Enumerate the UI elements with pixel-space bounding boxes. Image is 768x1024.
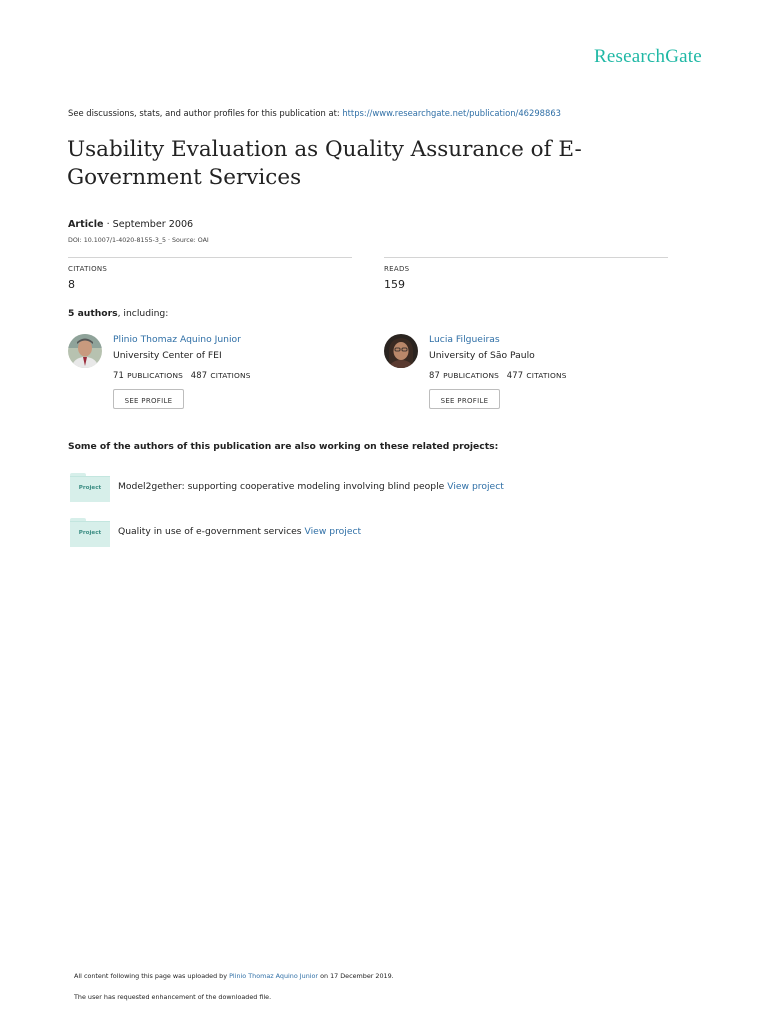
see-discussions-text: See discussions, stats, and author profiles for this publication at: (68, 108, 343, 118)
related-projects-heading: Some of the authors of this publication are also working on these related projects: (68, 441, 499, 452)
researchgate-logo[interactable]: ResearchGate (594, 46, 702, 67)
authors-count: 5 authors (68, 308, 118, 319)
author-1-see-profile-button[interactable]: SEE PROFILE (113, 389, 184, 409)
citations-divider (68, 257, 352, 258)
project-1-title: Model2gether: supporting cooperative modeling involving blind people (118, 481, 448, 492)
project-2-title: Quality in use of e-government services (118, 526, 305, 537)
author-2-stats (429, 370, 567, 380)
citations-label: CITATIONS (68, 265, 108, 273)
authors-suffix: , including: (117, 308, 169, 319)
avatar-author-2-image (384, 334, 418, 368)
enhancement-request-line: The user has requested enhancement of the downloaded file. (74, 993, 272, 1001)
uploaded-by-line (74, 972, 394, 980)
author-1-name-link[interactable]: Plinio Thomaz Aquino Junior (113, 334, 241, 345)
see-discussions-line (68, 108, 561, 118)
author-2-citations-label: CITATIONS (526, 371, 567, 380)
publication-type-line (68, 219, 193, 230)
project-1-row (118, 481, 504, 492)
author-2-citations-count: 477 (506, 370, 524, 380)
author-2-name-link[interactable]: Lucia Filgueiras (429, 334, 500, 345)
project-1-folder-label: Project (78, 485, 102, 491)
author-1-stats (113, 370, 251, 380)
project-2-view-link[interactable]: View project (304, 526, 362, 537)
project-1-folder-icon (70, 473, 110, 501)
publication-title: Usability Evaluation as Quality Assurance of E-Government Services (67, 137, 582, 190)
project-1-view-link[interactable]: View project (447, 481, 504, 492)
uploaded-prefix: All content following this page was uploaded by (74, 972, 230, 980)
uploader-link[interactable]: Plinio Thomaz Aquino Junior (229, 972, 319, 980)
citations-value: 8 (68, 278, 75, 291)
publication-type: Article (68, 219, 104, 230)
doi-line: DOI: 10.1007/1-4020-8155-3_5 · Source: OAI (68, 237, 209, 244)
project-2-row (118, 526, 361, 537)
author-1-institution: University Center of FEI (113, 350, 222, 361)
author-1-citations-label: CITATIONS (210, 371, 251, 380)
authors-heading (68, 308, 168, 319)
author-2-see-profile-button[interactable]: SEE PROFILE (429, 389, 500, 409)
uploaded-suffix: on 17 December 2019. (318, 972, 394, 980)
avatar-author-1-image (68, 334, 102, 368)
project-2-folder-icon (70, 518, 110, 546)
publication-url-link[interactable]: https://www.researchgate.net/publication/46298863 (342, 108, 561, 118)
author-2-publications-count: 87 (429, 370, 441, 380)
author-2-institution: University of São Paulo (429, 350, 535, 361)
reads-value: 159 (384, 278, 405, 291)
author-2-publications-label: PUBLICATIONS (443, 371, 500, 380)
reads-divider (384, 257, 668, 258)
author-1-publications-count: 71 (113, 370, 125, 380)
author-1-publications-label: PUBLICATIONS (127, 371, 184, 380)
author-1-citations-count: 487 (190, 370, 208, 380)
project-2-folder-label: Project (78, 530, 102, 536)
avatar-author-1[interactable] (68, 334, 102, 368)
reads-label: READS (384, 265, 410, 273)
avatar-author-2[interactable] (384, 334, 418, 368)
publication-date: · September 2006 (103, 219, 194, 230)
